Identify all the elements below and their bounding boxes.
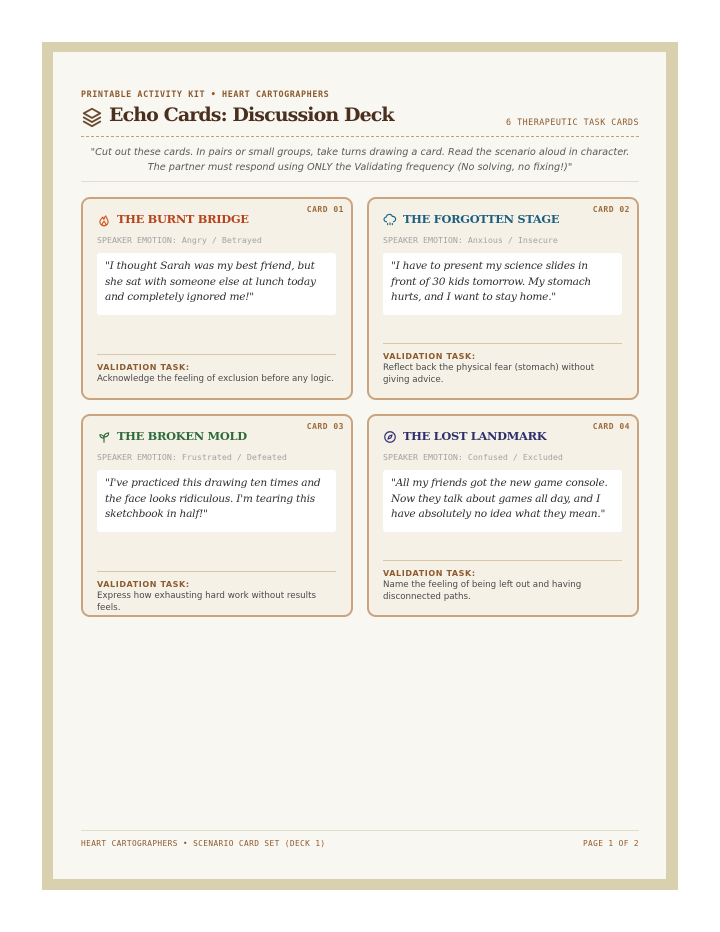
validation-task: Acknowledge the feeling of exclusion before any logic. xyxy=(97,374,334,384)
card-heading xyxy=(383,428,613,448)
card-divider xyxy=(97,354,336,355)
scenario-quote: "I have to present my science slides in front of 30 kids tomorrow. My stomach hurts, and I want to stay home." xyxy=(391,260,591,303)
validation-task: Express how exhausting hard work without results feels. xyxy=(97,591,317,613)
card-title: THE LOST LANDMARK xyxy=(403,429,547,443)
task-label: VALIDATION TASK: xyxy=(97,580,190,589)
card-number: CARD 02 xyxy=(592,205,630,214)
card-number: CARD 03 xyxy=(306,422,344,431)
compass-icon xyxy=(383,430,397,444)
dashed-divider xyxy=(81,136,639,137)
instructions: "Cut out these cards. In pairs or small groups, take turns drawing a card. Read the scenario aloud in character. The partner must respond using ONLY the Validating frequency (No solving, no fixing!)" xyxy=(90,147,630,173)
scenario-quote: "I've practiced this drawing ten times and the face looks ridiculous. I'm tearing this sketchbook in half!" xyxy=(105,477,321,520)
task-label: VALIDATION TASK: xyxy=(383,352,476,361)
card-number: CARD 04 xyxy=(592,422,630,431)
quote-box xyxy=(97,470,336,532)
page-title: Echo Cards: Discussion Deck xyxy=(109,104,394,126)
speaker-emotion: SPEAKER EMOTION: Frustrated / Defeated xyxy=(97,452,287,462)
speaker-emotion: SPEAKER EMOTION: Angry / Betrayed xyxy=(97,235,262,245)
validation-task: Name the feeling of being left out and having disconnected paths. xyxy=(383,580,582,602)
quote-box xyxy=(97,253,336,315)
scenario-card-01 xyxy=(81,197,353,400)
printable-sheet xyxy=(53,52,666,879)
footer-set-label: HEART CARTOGRAPHERS • SCENARIO CARD SET (DECK 1) xyxy=(81,839,326,848)
card-title: THE BURNT BRIDGE xyxy=(117,212,249,226)
quote-box xyxy=(383,470,622,532)
card-divider xyxy=(97,571,336,572)
speaker-emotion: SPEAKER EMOTION: Anxious / Insecure xyxy=(383,235,558,245)
sprout-icon xyxy=(97,430,111,444)
footer-divider xyxy=(81,830,639,831)
card-divider xyxy=(383,560,622,561)
validation-task: Reflect back the physical fear (stomach) without giving advice. xyxy=(383,363,595,385)
task-label: VALIDATION TASK: xyxy=(97,363,190,372)
page-number: PAGE 1 OF 2 xyxy=(582,839,639,848)
task-label: VALIDATION TASK: xyxy=(383,569,476,578)
scenario-card-02 xyxy=(367,197,639,400)
card-number: CARD 01 xyxy=(306,205,344,214)
scenario-quote: "All my friends got the new game console. Now they talk about games all day, and I have absolutely no idea what they mean." xyxy=(391,477,608,520)
card-title: THE BROKEN MOLD xyxy=(117,429,247,443)
speaker-emotion: SPEAKER EMOTION: Confused / Excluded xyxy=(383,452,563,462)
title-row xyxy=(81,104,639,134)
scenario-quote: "I thought Sarah was my best friend, but she sat with someone else at lunch today and completely ignored me!" xyxy=(105,260,316,303)
kicker: PRINTABLE ACTIVITY KIT • HEART CARTOGRAPHERS xyxy=(81,89,330,99)
card-heading xyxy=(97,428,327,448)
rain-cloud-icon xyxy=(383,213,397,227)
header-divider xyxy=(81,181,639,182)
sheet-frame xyxy=(42,42,678,890)
card-count: 6 THERAPEUTIC TASK CARDS xyxy=(505,117,639,127)
card-heading xyxy=(97,211,327,231)
card-divider xyxy=(383,343,622,344)
scenario-card-04 xyxy=(367,414,639,617)
flame-icon xyxy=(97,213,111,227)
card-heading xyxy=(383,211,613,231)
scenario-card-03 xyxy=(81,414,353,617)
stacked-layers-icon xyxy=(81,106,103,128)
card-title: THE FORGOTTEN STAGE xyxy=(403,212,560,226)
quote-box xyxy=(383,253,622,315)
